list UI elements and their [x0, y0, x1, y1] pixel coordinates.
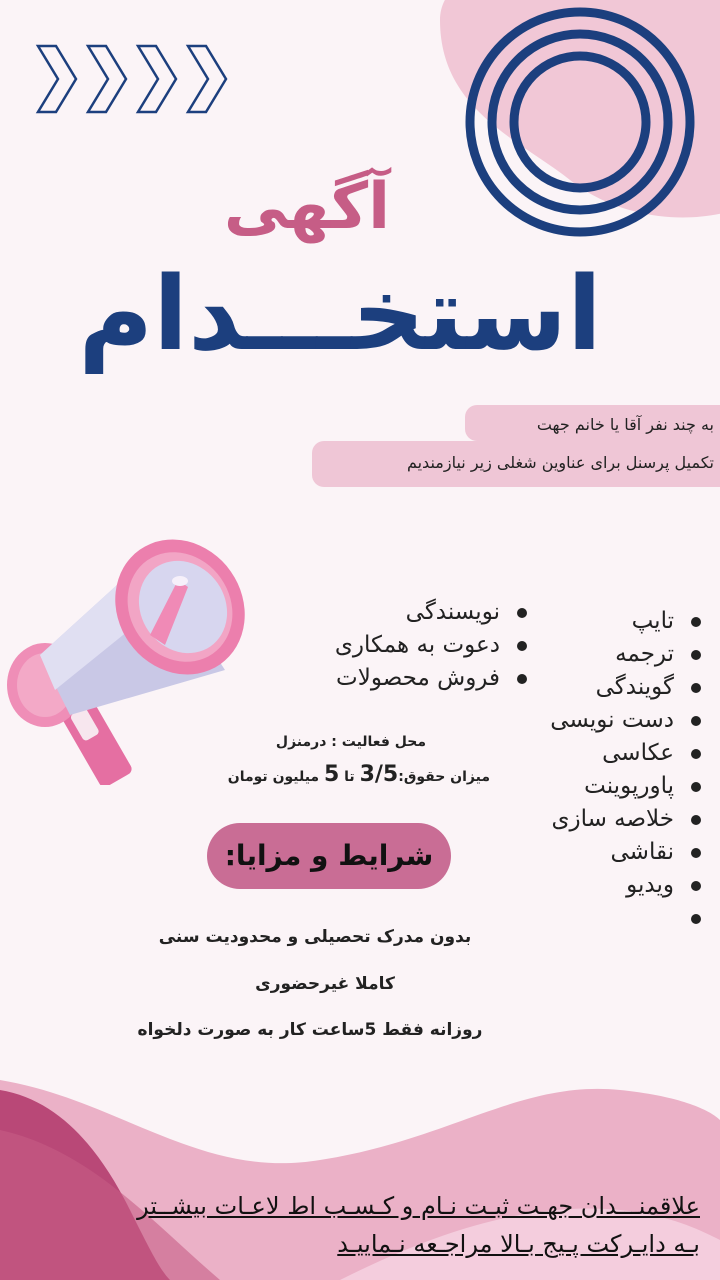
bullet-icon	[691, 683, 701, 693]
salary-text	[228, 762, 490, 787]
list-item	[550, 902, 712, 935]
list-item-label: ترجمه	[615, 641, 674, 667]
list-item	[550, 671, 712, 704]
bullet-icon	[691, 749, 701, 759]
list-item-label: فروش محصولات	[336, 665, 500, 691]
bullet-icon	[517, 674, 527, 684]
bullet-icon	[691, 650, 701, 660]
list-item	[550, 737, 712, 770]
list-item-label: خلاصه سازی	[551, 806, 674, 832]
list-item-label: گویندگی	[595, 674, 674, 700]
list-item	[550, 704, 712, 737]
title-estekhdam: استخـــدام	[78, 255, 602, 374]
list-item	[335, 629, 538, 662]
list-item-label: دست نویسی	[550, 707, 674, 733]
cta-line-1: علاقمنـــدان جهـت ثبـت نـام و کـسـب اط لاعـات بیشــتر	[137, 1192, 700, 1220]
bullet-icon	[691, 881, 701, 891]
salary-from: 3/5	[359, 762, 399, 787]
salary-suffix: میلیون تومان	[227, 769, 320, 785]
cta-line-2: بـه دایـرکت پـیج بـالا مراجـعه نـماییـد	[337, 1230, 700, 1258]
benefit-3: روزانه فقط 5ساعت کار به صورت دلخواه	[137, 1020, 483, 1040]
bullet-icon	[691, 716, 701, 726]
conditions-badge: شرایط و مزایا:	[207, 823, 451, 889]
salary-prefix: میزان حقوق:	[398, 769, 490, 785]
concentric-rings-icon	[462, 4, 698, 240]
workplace-text: محل فعالیت : درمنزل	[275, 734, 426, 750]
megaphone-icon	[0, 515, 250, 785]
intro-line-1: به چند نفر آقا یا خانم جهت	[536, 415, 714, 434]
chevrons-icon	[34, 44, 234, 114]
list-item	[550, 605, 712, 638]
salary-to-word: تا	[344, 769, 355, 785]
list-item-label: نویسندگی	[405, 599, 500, 625]
list-item	[550, 770, 712, 803]
list-item	[550, 638, 712, 671]
job-list-left	[335, 596, 538, 695]
call-to-action	[137, 1187, 700, 1263]
list-item	[550, 803, 712, 836]
bullet-icon	[517, 641, 527, 651]
bullet-icon	[691, 782, 701, 792]
bullet-icon	[691, 848, 701, 858]
benefit-1: بدون مدرک تحصیلی و محدودیت سنی	[158, 927, 472, 947]
list-item-label: دعوت به همکاری	[334, 632, 500, 658]
list-item-label: پاورپوینت	[584, 773, 674, 799]
bullet-icon	[691, 617, 701, 627]
list-item	[550, 869, 712, 902]
list-item-label: عکاسی	[602, 740, 674, 766]
list-item-label: تایپ	[631, 608, 674, 634]
list-item	[335, 596, 538, 629]
bullet-icon	[691, 914, 701, 924]
benefit-2: کاملا غیرحضوری	[255, 974, 395, 994]
bullet-icon	[691, 815, 701, 825]
list-item-label: نقاشی	[610, 839, 674, 865]
intro-line-2: تکمیل پرسنل برای عناوین شغلی زیر نیازمندیم	[406, 453, 714, 472]
bullet-icon	[517, 608, 527, 618]
list-item	[550, 836, 712, 869]
title-agahi: آگهی	[223, 170, 390, 244]
list-item-label: ویدیو	[626, 872, 674, 898]
job-list-right	[550, 605, 712, 935]
salary-to: 5	[323, 762, 340, 787]
list-item	[335, 662, 538, 695]
